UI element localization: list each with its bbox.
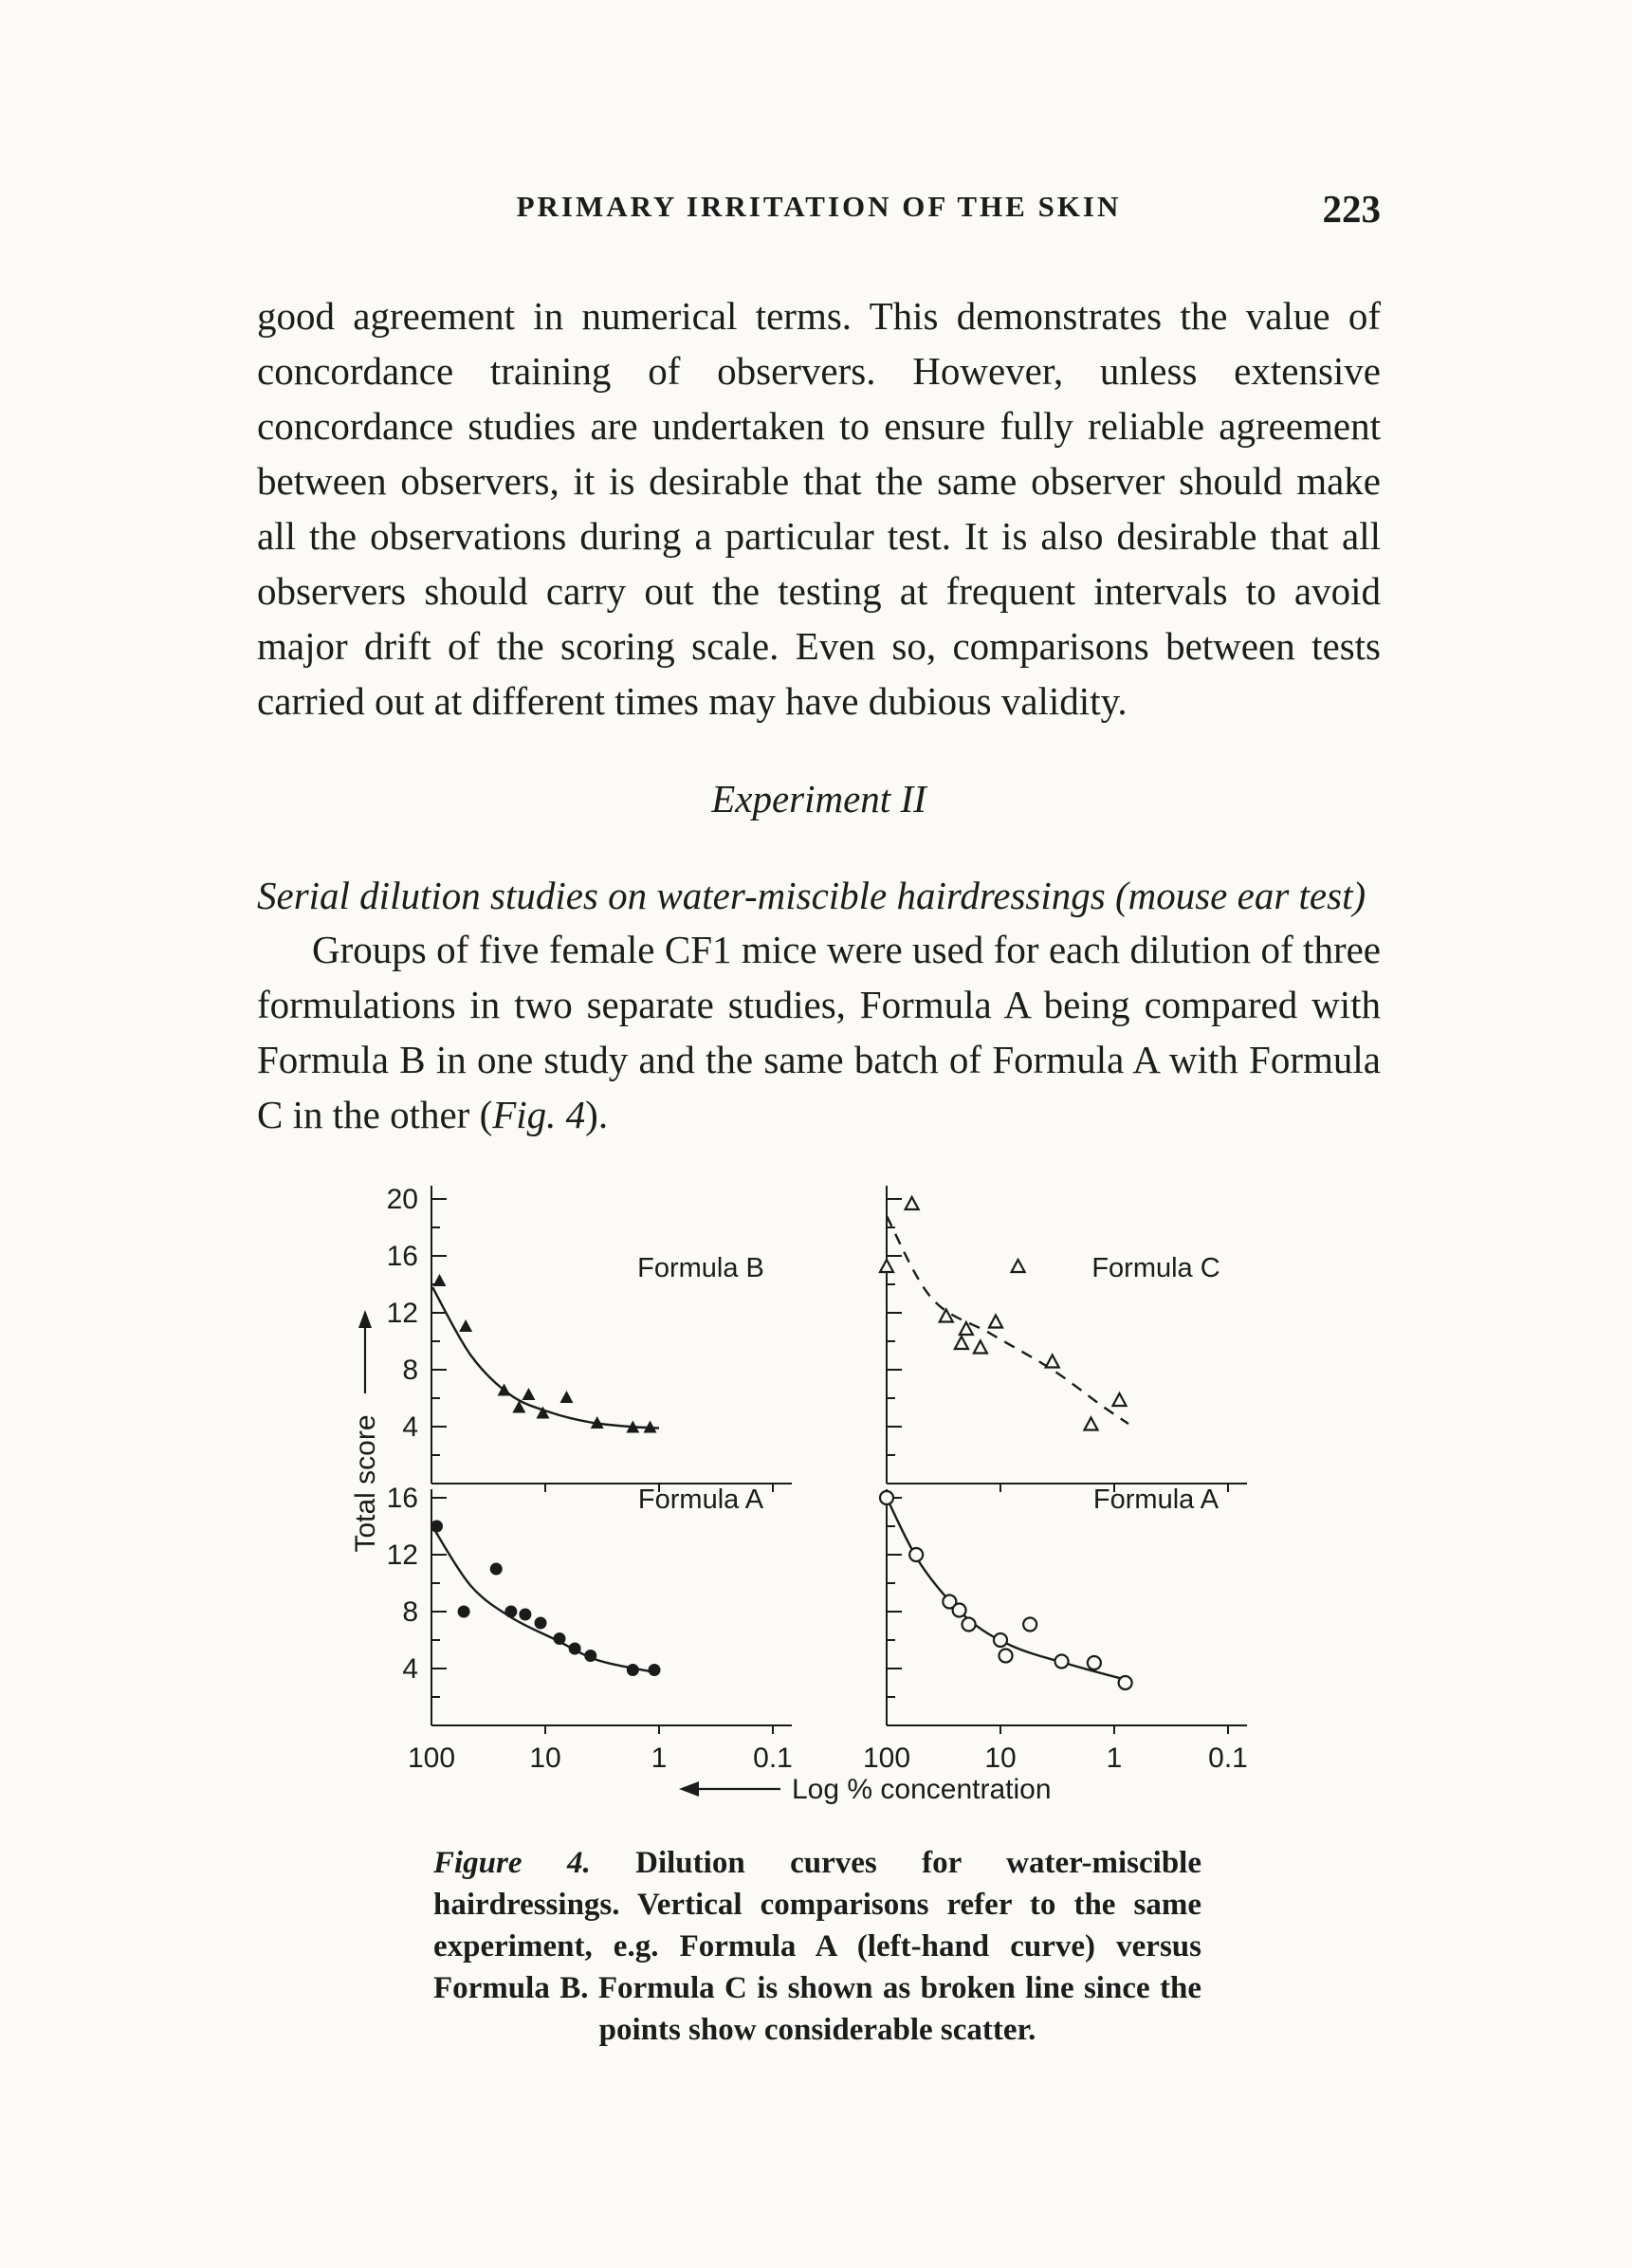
data-point — [880, 1491, 893, 1504]
data-point — [559, 1391, 573, 1403]
figure-caption-text: Dilution curves for water-miscible hairdressings. Vertical comparisons refer to the same experiment, e.g. Formula A (left-hand curve) versus Formula B. Formula C is shown as broken line since the points show considerable scatter. — [433, 1846, 1201, 2047]
data-point — [504, 1606, 517, 1618]
y-tick-label: 8 — [402, 1355, 418, 1386]
figure-4 — [327, 1171, 1381, 2051]
paragraph-mice-study-closing: ). — [585, 1093, 609, 1136]
y-axis-title — [350, 1310, 381, 1553]
y-axis-label: Total score — [350, 1414, 381, 1553]
data-point — [431, 1521, 443, 1533]
paragraph-mice-study-text: Groups of five female CF1 mice were used for each dilution of three formulations in two separate studies, Formula A being compared with Formula B in one study and the same batch of Formula A with Formula C in the other ( — [257, 928, 1381, 1136]
panel-label: Formula C — [1091, 1253, 1220, 1283]
data-point — [974, 1341, 987, 1354]
figure-caption-label: Figure 4. — [433, 1846, 591, 1880]
y-tick-label: 20 — [386, 1184, 418, 1215]
panel-top-left — [387, 1184, 792, 1492]
paragraph-concordance: good agreement in numerical terms. This demonstrates the value of concordance training of observers. However, unless extensive concordance studies are undertaken to ensure fully reliable agreement between observers, it is desirable that the same observer should make all the observations during a particular test. It is also desirable that all observers should carry out the testing at frequent intervals to avoid major drift of the scoring scale. Even so, comparisons between tests carried out at different times may have dubious validity. — [257, 294, 1381, 723]
fitted-curve — [432, 1287, 659, 1429]
x-tick-label: 100 — [407, 1742, 456, 1774]
y-tick-label: 8 — [402, 1596, 418, 1628]
x-axis-title — [679, 1774, 1052, 1805]
data-point — [880, 1260, 893, 1272]
y-tick-label: 4 — [402, 1411, 418, 1443]
panel-label: Formula A — [1092, 1484, 1219, 1515]
data-point — [459, 1319, 472, 1332]
section-heading-serial-dilution: Serial dilution studies on water-miscible hairdressings (mouse ear test) — [257, 874, 1366, 917]
data-point — [1055, 1655, 1069, 1669]
data-point — [999, 1650, 1012, 1663]
x-tick-label: 1 — [1106, 1742, 1123, 1774]
x-tick-label: 100 — [862, 1742, 911, 1774]
data-point — [963, 1618, 976, 1632]
y-tick-label: 16 — [386, 1241, 418, 1272]
left-arrow-icon — [679, 1781, 699, 1797]
data-point — [584, 1650, 596, 1662]
data-point — [458, 1606, 470, 1618]
data-point — [989, 1316, 1002, 1328]
data-point — [906, 1197, 919, 1209]
x-tick-label: 10 — [529, 1742, 561, 1774]
data-point — [649, 1664, 661, 1676]
up-arrow-icon — [358, 1310, 372, 1328]
dilution-curves-chart — [327, 1171, 1266, 1811]
x-axis-label: Log % concentration — [792, 1774, 1052, 1805]
x-tick-label: 0.1 — [753, 1742, 793, 1774]
data-point — [1112, 1393, 1126, 1406]
data-point — [953, 1604, 966, 1617]
data-point — [1023, 1618, 1036, 1632]
data-point — [955, 1337, 968, 1349]
data-point — [940, 1310, 953, 1322]
data-point — [569, 1643, 581, 1655]
paragraph-mice-study — [257, 922, 1381, 1142]
data-point — [1088, 1656, 1101, 1669]
panel-bottom-right — [863, 1484, 1248, 1774]
data-point — [432, 1274, 446, 1286]
panel-bottom-left — [387, 1483, 793, 1774]
x-tick-label: 1 — [651, 1742, 668, 1774]
figure-reference: Fig. 4 — [492, 1093, 586, 1136]
fitted-curve — [887, 1216, 1128, 1424]
data-point — [994, 1633, 1007, 1647]
data-point — [1046, 1355, 1059, 1368]
heading-experiment-ii: Experiment II — [711, 777, 926, 821]
data-point — [627, 1664, 639, 1676]
data-point — [909, 1548, 923, 1561]
data-point — [553, 1632, 565, 1645]
data-point — [1085, 1418, 1098, 1430]
y-tick-label: 16 — [386, 1483, 418, 1514]
page-header — [257, 187, 1381, 241]
y-tick-label: 4 — [402, 1653, 418, 1685]
data-point — [535, 1617, 547, 1630]
panel-top-right — [880, 1186, 1247, 1492]
page-number: 223 — [1322, 187, 1381, 230]
y-tick-label: 12 — [386, 1298, 418, 1329]
data-point — [1119, 1676, 1132, 1689]
data-point — [490, 1563, 503, 1576]
x-tick-label: 0.1 — [1208, 1742, 1248, 1774]
data-point — [519, 1609, 531, 1621]
panel-label: Formula A — [637, 1484, 764, 1515]
x-tick-label: 10 — [984, 1742, 1017, 1774]
panel-label: Formula B — [637, 1253, 764, 1283]
fitted-curve — [434, 1529, 651, 1671]
figure-caption — [433, 1842, 1201, 2051]
data-point — [1012, 1260, 1025, 1272]
data-point — [522, 1388, 535, 1400]
y-tick-label: 12 — [386, 1540, 418, 1571]
running-title: PRIMARY IRRITATION OF THE SKIN — [516, 190, 1122, 223]
